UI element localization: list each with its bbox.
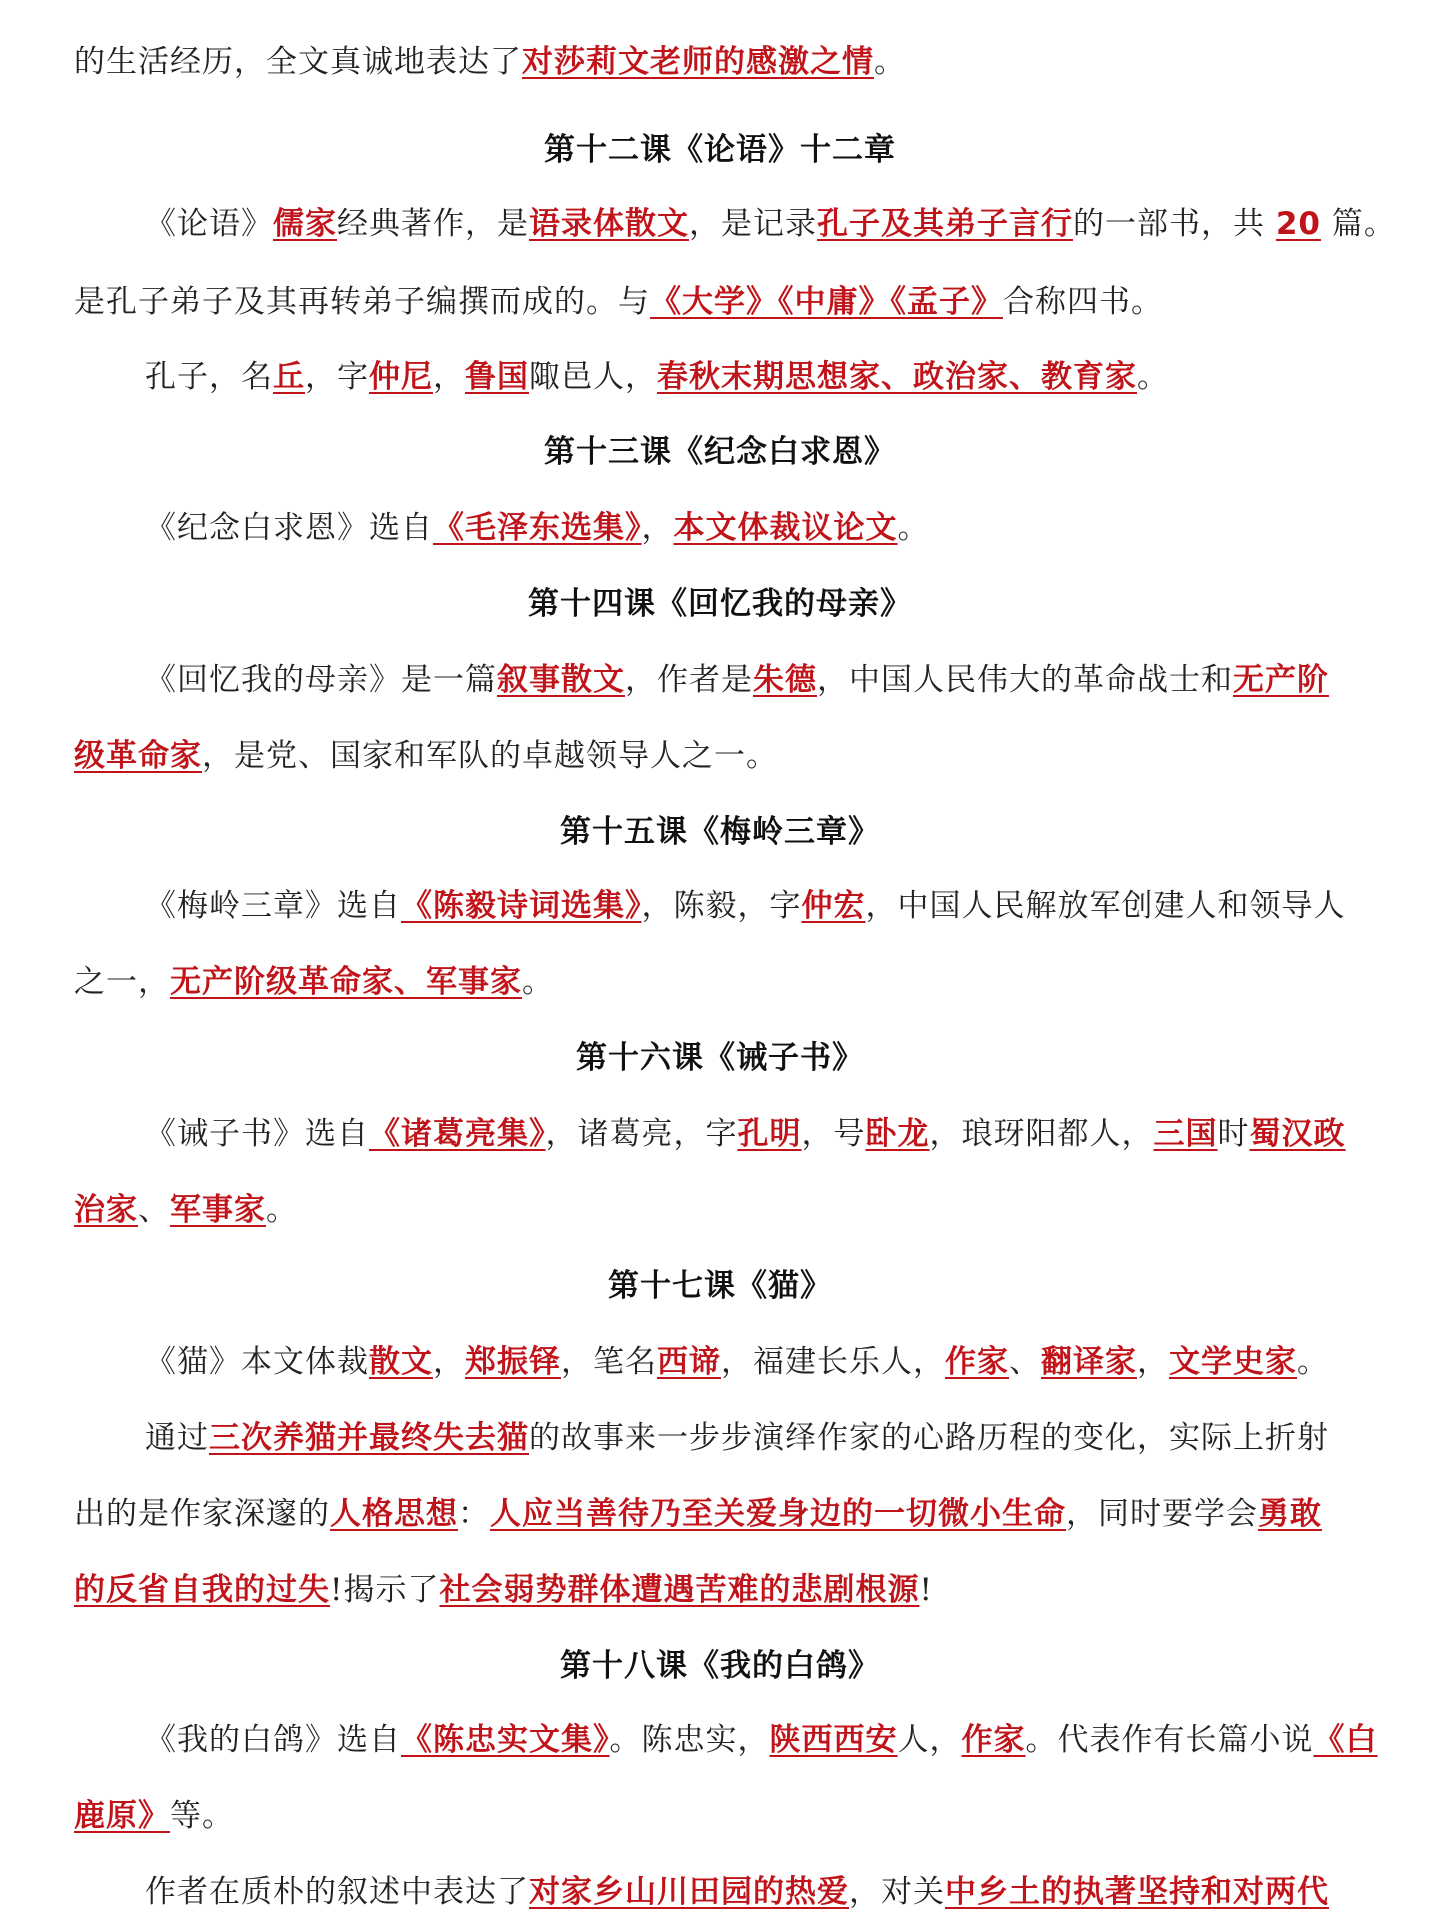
plain-text: ，字 bbox=[305, 359, 369, 395]
key-term: 孔明 bbox=[737, 1116, 802, 1152]
plain-text: 。 bbox=[266, 1192, 298, 1228]
plain-text: 陬邑人， bbox=[529, 359, 657, 395]
lesson-13-heading: 第十三课《纪念白求恩》 bbox=[544, 434, 896, 470]
key-term: 对莎莉文老师的感激之情 bbox=[522, 44, 874, 80]
key-term: 朱德 bbox=[753, 662, 817, 698]
plain-text: ，诸葛亮，字 bbox=[545, 1116, 738, 1152]
plain-text: 通过 bbox=[145, 1420, 209, 1456]
plain-text: 、 bbox=[1009, 1344, 1041, 1380]
key-term: 作家 bbox=[961, 1722, 1026, 1758]
key-term: 郑振铎 bbox=[465, 1344, 561, 1380]
plain-text: ，是党、国家和军队的卓越领导人之一。 bbox=[202, 738, 778, 774]
text-line-8 bbox=[145, 886, 1346, 926]
key-term: 春秋末期思想家、政治家、教育家 bbox=[657, 359, 1137, 395]
plain-text: 。 bbox=[1137, 359, 1169, 395]
key-term: 丘 bbox=[273, 359, 305, 395]
plain-text: 经典著作，是 bbox=[337, 206, 529, 242]
text-line-9 bbox=[74, 962, 554, 1002]
plain-text: 《诫子书》选自 bbox=[145, 1116, 369, 1152]
key-term: 社会弱势群体遭遇苦难的悲剧根源 bbox=[439, 1572, 920, 1608]
key-term: 无产阶 bbox=[1233, 662, 1329, 698]
plain-text: ，对关 bbox=[849, 1874, 945, 1910]
key-term: 《陈忠实文集》 bbox=[401, 1722, 610, 1758]
lesson-18-heading: 第十八课《我的白鸽》 bbox=[560, 1648, 880, 1684]
key-term: 的反省自我的过失 bbox=[74, 1572, 330, 1608]
key-term: 本文体裁议论文 bbox=[673, 510, 898, 546]
text-line-3 bbox=[74, 282, 1163, 322]
plain-text: 的生活经历，全文真诚地表达了 bbox=[74, 44, 522, 80]
plain-text: ，作者是 bbox=[625, 662, 753, 698]
key-term: 三次养猫并最终失去猫 bbox=[209, 1420, 529, 1456]
plain-text: ，笔名 bbox=[561, 1344, 657, 1380]
key-term: 无产阶级革命家、军事家 bbox=[170, 964, 522, 1000]
plain-text: 是孔子弟子及其再转弟子编撰而成的。与 bbox=[74, 284, 650, 320]
key-term: 仲宏 bbox=[801, 888, 866, 924]
plain-text: 之一， bbox=[74, 964, 170, 1000]
key-term: 《大学》《中庸》《孟子》 bbox=[650, 284, 1003, 320]
key-term: 三国 bbox=[1153, 1116, 1218, 1152]
plain-text: 《梅岭三章》选自 bbox=[145, 888, 401, 924]
key-term: 作家 bbox=[945, 1344, 1009, 1380]
plain-text: 。 bbox=[897, 510, 930, 546]
plain-text: ，中国人民伟大的革命战士和 bbox=[817, 662, 1233, 698]
plain-text: ， bbox=[433, 359, 465, 395]
plain-text: ， bbox=[433, 1344, 465, 1380]
key-term: 散文 bbox=[369, 1344, 433, 1380]
key-term: 人应当善待乃至关爱身边的一切微小生命 bbox=[490, 1496, 1066, 1532]
text-line-12 bbox=[145, 1342, 1329, 1382]
key-term: 孔子及其弟子言行 bbox=[817, 206, 1073, 242]
plain-text: 篇。 bbox=[1321, 206, 1396, 242]
plain-text: ，是记录 bbox=[689, 206, 817, 242]
plain-text: 《回忆我的母亲》是一篇 bbox=[145, 662, 497, 698]
text-line-18 bbox=[145, 1872, 1329, 1912]
key-term: 治家 bbox=[74, 1192, 138, 1228]
lesson-16-heading: 第十六课《诫子书》 bbox=[576, 1040, 864, 1076]
plain-text: 。陈忠实， bbox=[609, 1722, 770, 1758]
plain-text: ， bbox=[1137, 1344, 1169, 1380]
key-term: 勇敢 bbox=[1258, 1496, 1322, 1532]
text-line-10 bbox=[145, 1114, 1346, 1154]
lesson-15-heading: 第十五课《梅岭三章》 bbox=[560, 814, 880, 850]
text-line-4 bbox=[145, 357, 1169, 397]
plain-text: 的故事来一步步演绎作家的心路历程的变化，实际上折射 bbox=[529, 1420, 1329, 1456]
key-term: 《诸葛亮集》 bbox=[369, 1116, 546, 1152]
plain-text: 《我的白鸽》选自 bbox=[145, 1722, 401, 1758]
key-term: 《毛泽东选集》 bbox=[433, 510, 642, 546]
key-term: 对家乡山川田园的热爱 bbox=[529, 1874, 849, 1910]
key-term: 语录体散文 bbox=[529, 206, 689, 242]
plain-text: 的一部书，共 bbox=[1073, 206, 1276, 242]
lesson-14-heading: 第十四课《回忆我的母亲》 bbox=[528, 586, 912, 622]
text-line-13 bbox=[145, 1418, 1329, 1458]
plain-text: ，中国人民解放军创建人和领导人 bbox=[865, 888, 1346, 924]
key-term: 20 bbox=[1275, 206, 1321, 242]
plain-text: ， bbox=[641, 510, 674, 546]
text-line-17 bbox=[74, 1796, 234, 1836]
plain-text: 。 bbox=[1297, 1344, 1329, 1380]
key-term: 陕西西安 bbox=[769, 1722, 898, 1758]
plain-text: 《论语》 bbox=[145, 206, 273, 242]
text-line-14 bbox=[74, 1494, 1322, 1534]
key-term: 儒家 bbox=[273, 206, 337, 242]
plain-text: ，琅玡阳都人， bbox=[929, 1116, 1154, 1152]
text-line-6 bbox=[145, 660, 1329, 700]
plain-text: ，号 bbox=[801, 1116, 866, 1152]
plain-text: 。代表作有长篇小说 bbox=[1025, 1722, 1314, 1758]
lesson-17-heading: 第十七课《猫》 bbox=[608, 1268, 832, 1304]
plain-text: ： bbox=[458, 1496, 490, 1532]
key-term: 翻译家 bbox=[1041, 1344, 1137, 1380]
text-line-11 bbox=[74, 1190, 298, 1230]
key-term: 卧龙 bbox=[865, 1116, 930, 1152]
plain-text: 等。 bbox=[170, 1798, 234, 1834]
key-term: 中乡土的执著坚持和对两代 bbox=[945, 1874, 1329, 1910]
key-term: 蜀汉政 bbox=[1249, 1116, 1346, 1152]
plain-text: 孔子，名 bbox=[145, 359, 273, 395]
key-term: 级革命家 bbox=[74, 738, 202, 774]
plain-text: !揭示了 bbox=[330, 1572, 440, 1608]
text-line-7 bbox=[74, 736, 778, 776]
plain-text: ，陈毅，字 bbox=[641, 888, 802, 924]
plain-text: 、 bbox=[138, 1192, 170, 1228]
plain-text: 时 bbox=[1217, 1116, 1250, 1152]
key-term: 叙事散文 bbox=[497, 662, 625, 698]
plain-text: ，同时要学会 bbox=[1066, 1496, 1258, 1532]
plain-text: 《猫》本文体裁 bbox=[145, 1344, 369, 1380]
key-term: 军事家 bbox=[170, 1192, 266, 1228]
key-term: 《陈毅诗词选集》 bbox=[401, 888, 642, 924]
plain-text: 。 bbox=[522, 964, 554, 1000]
plain-text: 。 bbox=[874, 44, 906, 80]
plain-text: ! bbox=[919, 1572, 933, 1608]
text-line-15 bbox=[74, 1570, 933, 1610]
plain-text: 合称四书。 bbox=[1003, 284, 1163, 320]
key-term: 鲁国 bbox=[465, 359, 529, 395]
text-line-2 bbox=[145, 204, 1396, 244]
text-line-5 bbox=[145, 508, 930, 548]
text-line-1 bbox=[74, 42, 906, 82]
key-term: 鹿原》 bbox=[74, 1798, 170, 1834]
key-term: 文学史家 bbox=[1169, 1344, 1297, 1380]
key-term: 人格思想 bbox=[330, 1496, 458, 1532]
lesson-12-heading: 第十二课《论语》十二章 bbox=[544, 132, 896, 168]
plain-text: 《纪念白求恩》选自 bbox=[145, 510, 433, 546]
plain-text: 人， bbox=[897, 1722, 962, 1758]
plain-text: 作者在质朴的叙述中表达了 bbox=[145, 1874, 529, 1910]
plain-text: 出的是作家深邃的 bbox=[74, 1496, 330, 1532]
key-term: 《白 bbox=[1313, 1722, 1378, 1758]
plain-text: ，福建长乐人， bbox=[721, 1344, 945, 1380]
key-term: 西谛 bbox=[657, 1344, 721, 1380]
key-term: 仲尼 bbox=[369, 359, 433, 395]
text-line-16 bbox=[145, 1720, 1378, 1760]
